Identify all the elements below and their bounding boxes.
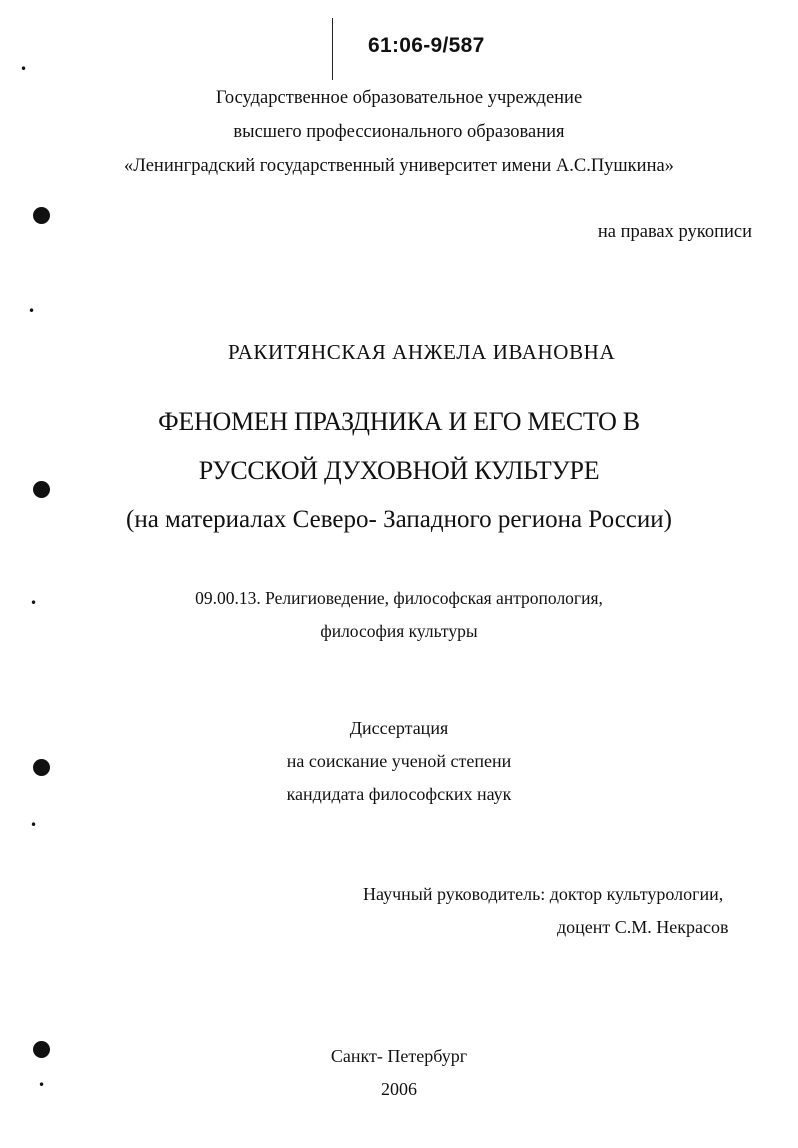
- scan-speck: •: [30, 818, 38, 832]
- punch-hole: [33, 207, 50, 224]
- manuscript-status: на правах рукописи: [597, 222, 752, 242]
- title-line-2: РУССКОЙ ДУХОВНОЙ КУЛЬТУРЕ: [198, 456, 600, 485]
- city: Санкт- Петербург: [330, 1046, 468, 1066]
- author-name: РАКИТЯНСКАЯ АНЖЕЛА ИВАНОВНА: [228, 340, 616, 364]
- supervisor-line-1: Научный руководитель: доктор культурологии,: [363, 884, 724, 904]
- specialty-line-2: философия культуры: [320, 621, 478, 641]
- institution-line-2: высшего профессионального образования: [233, 122, 565, 142]
- degree-line-2: на соискание ученой степени: [286, 751, 512, 771]
- degree-line-1: Диссертация: [349, 718, 449, 738]
- institution-line-3: «Ленинградский государственный университет имени А.С.Пушкина»: [124, 156, 674, 176]
- scan-speck: •: [30, 596, 38, 610]
- supervisor-line-2: доцент С.М. Некрасов: [557, 917, 729, 937]
- scan-speck: •: [20, 62, 28, 76]
- degree-line-3: кандидата философских наук: [286, 784, 512, 804]
- institution-line-1: Государственное образовательное учреждение: [215, 88, 583, 108]
- specialty-line-1: 09.00.13. Религиоведение, философская антропология,: [195, 588, 603, 608]
- scan-speck: •: [38, 1078, 46, 1092]
- scan-speck: •: [28, 304, 36, 318]
- title-subtitle: (на материалах Северо- Западного региона России): [126, 506, 672, 533]
- year: 2006: [381, 1079, 417, 1099]
- title-line-1: ФЕНОМЕН ПРАЗДНИКА И ЕГО МЕСТО В: [158, 407, 640, 436]
- catalog-code: 61:06-9/587: [368, 34, 485, 57]
- scan-vertical-line: [332, 18, 333, 80]
